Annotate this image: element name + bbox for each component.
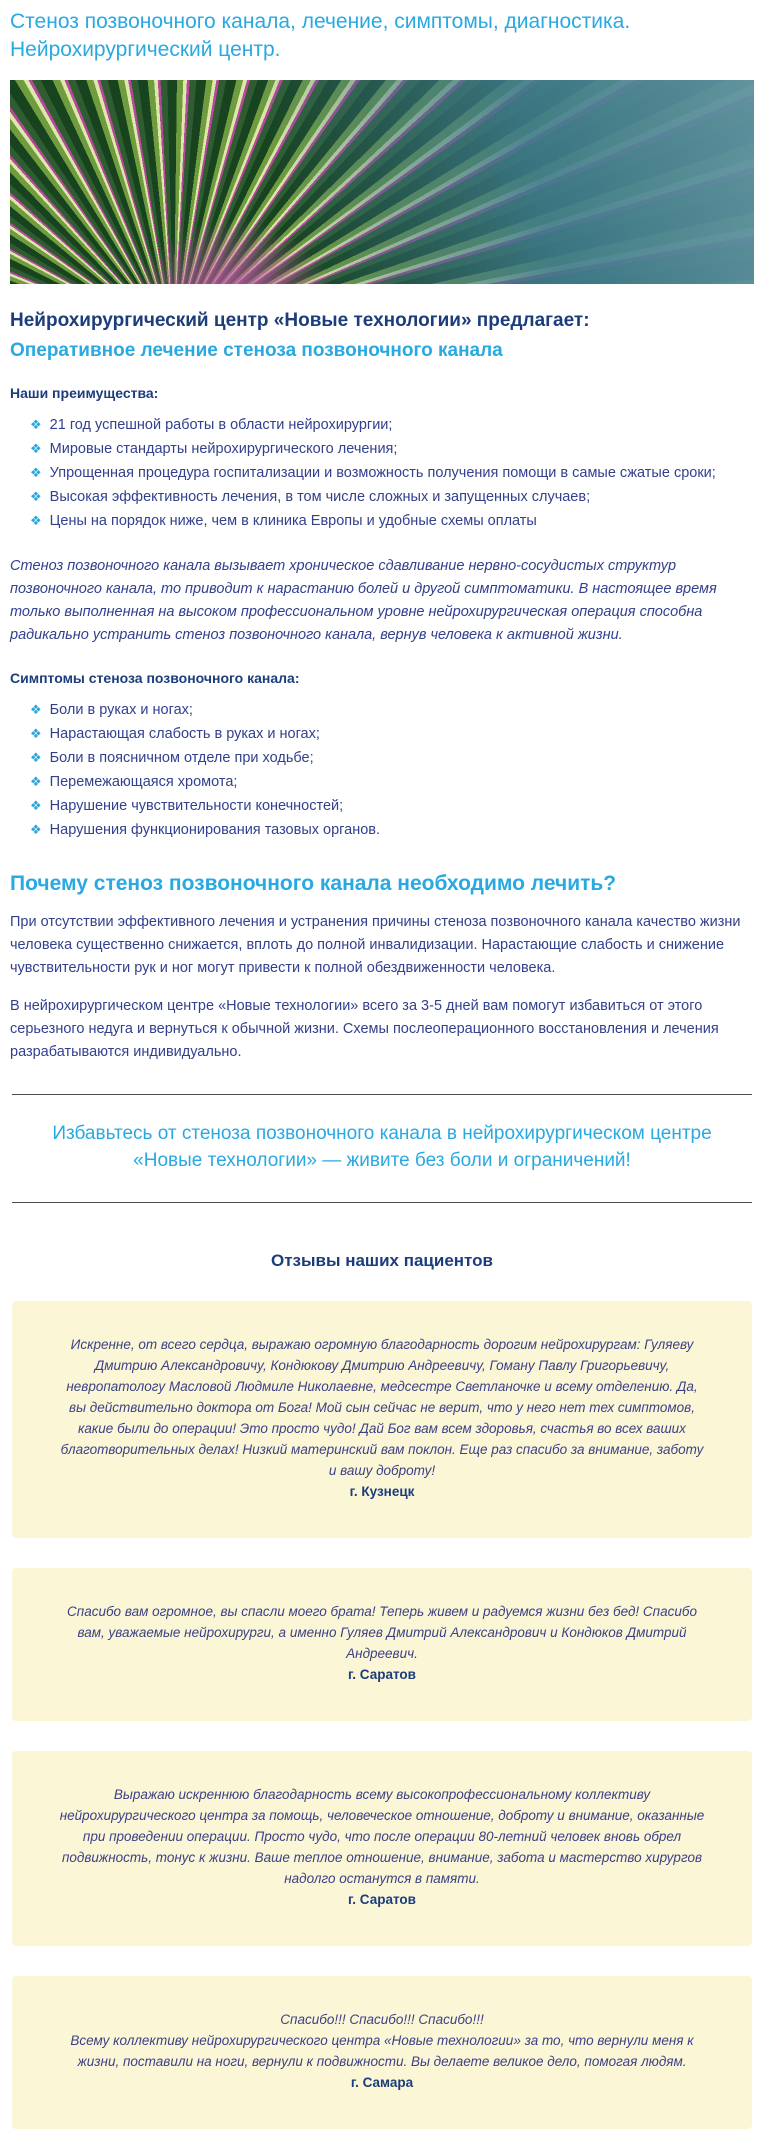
diamond-bullet-icon: ❖ bbox=[30, 489, 42, 505]
offer-heading: Нейрохирургический центр «Новые технологии» предлагает: bbox=[10, 310, 590, 332]
list-item bbox=[30, 437, 754, 461]
list-item bbox=[30, 461, 754, 485]
review-card bbox=[12, 1976, 752, 2129]
list-item bbox=[30, 794, 754, 818]
divider bbox=[12, 1202, 752, 1203]
list-item-text: Нарушения функционирования тазовых органов. bbox=[49, 822, 380, 839]
list-item bbox=[30, 413, 754, 437]
review-card bbox=[12, 1568, 752, 1721]
review-text: Спасибо вам огромное, вы спасли моего брата! Теперь живем и радуемся жизни без бед! Спасибо вам, уважаемые нейрохирурги, а именно Гуляев Дмитрий Александрович и Кондюков Дмитрий Андреевич. bbox=[67, 1604, 697, 1662]
diamond-bullet-icon: ❖ bbox=[30, 774, 42, 790]
list-item bbox=[30, 485, 754, 509]
review-text: Спасибо!!! Спасибо!!! Спасибо!!! Всему коллективу нейрохирургического центра «Новые технологии» за то, что вернули меня к жизни, поставили на ноги, вернули к подвижности. Вы делаете великое дело, помогая людям. bbox=[70, 2012, 694, 2070]
list-item-text: Упрощенная процедура госпитализации и возможность получения помощи в самые сжатые сроки; bbox=[49, 465, 716, 482]
diamond-bullet-icon: ❖ bbox=[30, 513, 42, 529]
review-city: г. Кузнецк bbox=[349, 1484, 415, 1500]
diamond-bullet-icon: ❖ bbox=[30, 465, 42, 481]
diamond-bullet-icon: ❖ bbox=[30, 441, 42, 457]
list-item bbox=[30, 722, 754, 746]
diamond-bullet-icon: ❖ bbox=[30, 726, 42, 742]
list-item-text: Боли в поясничном отделе при ходьбе; bbox=[49, 750, 314, 767]
diamond-bullet-icon: ❖ bbox=[30, 750, 42, 766]
list-item-text: Мировые стандарты нейрохирургического лечения; bbox=[49, 441, 398, 458]
list-item bbox=[30, 818, 754, 842]
diamond-bullet-icon: ❖ bbox=[30, 417, 42, 433]
page-title: Стеноз позвоночного канала, лечение, симптомы, диагностика. Нейрохирургический центр. bbox=[10, 10, 631, 61]
list-item-text: Нарушение чувствительности конечностей; bbox=[49, 798, 344, 815]
review-city: г. Саратов bbox=[348, 1667, 416, 1683]
why-paragraph-1: При отсутствии эффективного лечения и устранения причины стеноза позвоночного канала качество жизни человека существенно снижается, вплоть до полной инвалидизации. Нарастающие слабость и снижение чувствительности рук и ног могут привести к полной обездвиженности человека. bbox=[10, 914, 741, 977]
list-item-text: Нарастающая слабость в руках и ногах; bbox=[49, 726, 320, 743]
list-item bbox=[30, 770, 754, 794]
why-treat-heading: Почему стеноз позвоночного канала необходимо лечить? bbox=[10, 872, 617, 896]
page bbox=[0, 8, 764, 2091]
review-text: Выражаю искреннюю благодарность всему высокопрофессиональному коллективу нейрохирургического центра за помощь, человеческое отношение, доброту и внимание, оказанные при проведении операции. Просто чудо, что после операции 80-летний человек вновь обрел подвижность, тонус к жизни. Ваше теплое отношение, внимание, забота и мастерство хирургов надолго останутся в памяти. bbox=[59, 1787, 705, 1887]
why-paragraph-2: В нейрохирургическом центре «Новые технологии» всего за 3-5 дней вам помогут избавиться от этого серьезного недуга и вернуться к обычной жизни. Схемы послеоперационного восстановления и лечения разрабатываются индивидуально. bbox=[10, 998, 719, 1061]
diamond-bullet-icon: ❖ bbox=[30, 822, 42, 838]
symptoms-heading: Симптомы стеноза позвоночного канала: bbox=[10, 670, 300, 687]
advantages-heading: Наши преимущества: bbox=[10, 385, 159, 402]
review-city: г. Самара bbox=[350, 2075, 414, 2091]
hero-palm-leaf-image bbox=[10, 80, 754, 284]
symptoms-list bbox=[30, 698, 754, 842]
diamond-bullet-icon: ❖ bbox=[30, 798, 42, 814]
reviews-heading: Отзывы наших пациентов bbox=[270, 1251, 493, 1271]
list-item bbox=[30, 698, 754, 722]
list-item bbox=[30, 509, 754, 533]
list-item bbox=[30, 746, 754, 770]
offer-subheading: Оперативное лечение стеноза позвоночного канала bbox=[10, 340, 503, 362]
review-city: г. Саратов bbox=[348, 1892, 416, 1908]
divider bbox=[12, 1094, 752, 1095]
list-item-text: Высокая эффективность лечения, в том числе сложных и запущенных случаев; bbox=[49, 489, 591, 506]
list-item-text: Перемежающаяся хромота; bbox=[49, 774, 238, 791]
list-item-text: Боли в руках и ногах; bbox=[49, 702, 193, 719]
list-item-text: Цены на порядок ниже, чем в клиника Европы и удобные схемы оплаты bbox=[49, 513, 537, 530]
banner-text: Избавьтесь от стеноза позвоночного канала в нейрохирургическом центре «Новые технологии» — живите без боли и ограничений! bbox=[52, 1123, 712, 1172]
review-text: Искренне, от всего сердца, выражаю огромную благодарность дорогим нейрохирургам: Гуляеву Дмитрию Александровичу, Кондюкову Дмитрию Андреевичу, Гоману Павлу Григорьевичу, невропатологу Масловой Людмиле Николаевне, медсестре Светланочке и всему отделению. Да, вы действительно доктора от Бога! Мой сын сейчас не верит, что у него нет тех симптомов, какие были до операции! Это просто чудо! Дай Бог вам всем здоровья, счастья во всех ваших благотворительных делах! Низкий материнский вам поклон. Еще раз спасибо за внимание, заботу и вашу доброту! bbox=[60, 1337, 704, 1479]
diamond-bullet-icon: ❖ bbox=[30, 702, 42, 718]
intro-paragraph: Стеноз позвоночного канала вызывает хроническое сдавливание нервно-сосудистых структур позвоночного канала, то приводит к нарастанию болей и другой симптоматики. В настоящее время только выполненная на высоком профессиональном уровне нейрохирургическая операция способна радикально устранить стеноз позвоночного канала, вернув человека к активной жизни. bbox=[10, 558, 717, 644]
list-item-text: 21 год успешной работы в области нейрохирургии; bbox=[49, 417, 393, 434]
review-card bbox=[12, 1751, 752, 1946]
advantages-list bbox=[30, 413, 754, 533]
review-card bbox=[12, 1301, 752, 1538]
